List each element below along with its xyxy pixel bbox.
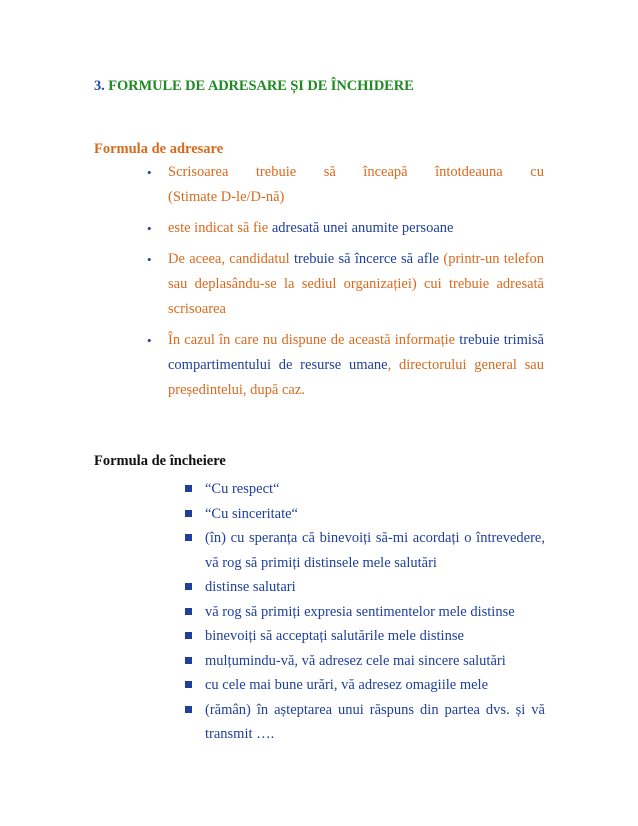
list-item — [168, 216, 544, 241]
list-item: binevoiți să acceptați salutările mele distinse — [205, 624, 545, 649]
text-blue: trebuie trimisă compartimentului de resurse umane — [168, 332, 544, 373]
addressing-formula-list — [168, 160, 544, 409]
item-second-line: (Stimate D-le/D-nă) — [168, 189, 285, 205]
list-item: vă rog să primiți expresia sentimentelor mele distinse — [205, 600, 545, 625]
word: • Scrisoarea — [168, 164, 229, 180]
list-item — [168, 247, 544, 322]
addressing-formula-title: Formula de adresare — [94, 141, 224, 157]
text-orange: , directorului general sau președintelui, după caz. — [168, 357, 544, 398]
list-item — [168, 160, 544, 210]
list-item: cu cele mai bune urări, vă adresez omagiile mele — [205, 673, 545, 698]
section-heading — [94, 78, 414, 95]
word: trebuie — [255, 164, 297, 180]
word: înceapă — [363, 164, 408, 180]
list-item: mulțumindu-vă, vă adresez cele mai sincere salutări — [205, 649, 545, 674]
spread-line — [168, 160, 544, 185]
list-item: (rămân) în așteptarea unui răspuns din partea dvs. și vă transmit …. — [205, 698, 545, 747]
list-item — [168, 328, 544, 403]
text-blue: adresată unei anumite persoane — [271, 220, 454, 236]
list-item: distinse salutari — [205, 575, 545, 600]
list-item: “Cu respect“ — [205, 477, 545, 502]
text-orange: (printr-un telefon sau deplasându-se la sediul organizației) cui trebuie adresată scrisoarea — [168, 251, 545, 317]
list-item: “Cu sinceritate“ — [205, 502, 545, 527]
word: să — [323, 164, 336, 180]
heading-title: FORMULE DE ADRESARE ȘI DE ÎNCHIDERE — [108, 78, 414, 94]
text-orange: În cazul în care nu dispune de această informație — [168, 332, 460, 348]
closing-formula-list — [205, 477, 545, 747]
word: întotdeauna — [435, 164, 503, 180]
closing-formula-title: Formula de încheiere — [94, 453, 226, 469]
word: cu — [530, 164, 544, 180]
list-item: (în) cu speranța că binevoiți să-mi acordați o întrevedere, vă rog să primiți distinsele mele salutări — [205, 526, 545, 575]
heading-number: 3. — [94, 78, 105, 94]
text-orange: De aceea, candidatul — [168, 251, 294, 267]
text-orange: este indicat să fie — [168, 220, 272, 236]
text-blue: trebuie să încerce să afle — [293, 251, 440, 267]
